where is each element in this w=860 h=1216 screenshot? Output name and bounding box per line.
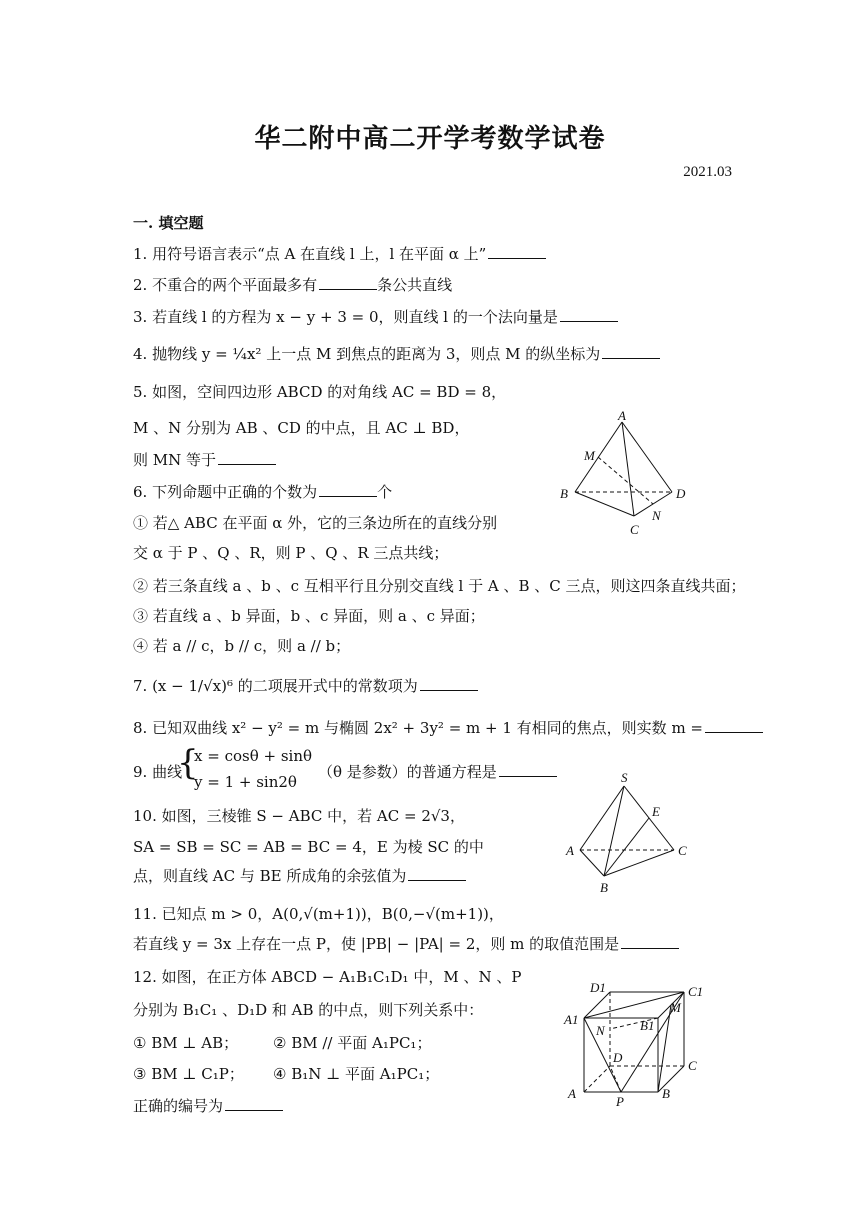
statement-3: ③ 若直线 a 、b 异面，b 、c 异面，则 a 、c 异面； [133, 607, 485, 625]
fig2-label-b: B [600, 880, 608, 895]
question-5-line-1: 5. 如图，空间四边形 ABCD 的对角线 AC = BD = 8， [133, 383, 507, 401]
question-9-rest: （θ 是参数）的普通方程是 [318, 762, 557, 782]
answer-blank [319, 482, 377, 497]
option-1: ① BM ⊥ AB； [133, 1034, 239, 1052]
statement-1-line-1: ① 若△ ABC 在平面 α 外，它的三条边所在的直线分别 [133, 514, 498, 532]
fig3-label-n: N [596, 1023, 605, 1038]
question-4: 4. 抛物线 y = ¼x² 上一点 M 到焦点的距离为 3，则点 M 的纵坐标为 [133, 344, 660, 364]
question-5-line-2: M 、N 分别为 AB 、CD 的中点，且 AC ⊥ BD， [133, 419, 470, 437]
answer-blank [602, 344, 660, 359]
fig2-label-s: S [621, 770, 628, 785]
question-10-line-1: 10. 如图，三棱锥 S − ABC 中，若 AC = 2√3， [133, 807, 465, 825]
fig2-label-e: E [652, 804, 660, 819]
question-10-line-3: 点，则直线 AC 与 BE 所成角的余弦值为 [133, 866, 466, 886]
fig1-label-m: M [584, 448, 595, 463]
question-8: 8. 已知双曲线 x² − y² = m 与椭圆 2x² + 3y² = m + 1 有相同的焦点，则实数 m = [133, 718, 763, 738]
statement-2: ② 若三条直线 a 、b 、c 互相平行且分别交直线 l 于 A 、B 、C 三点，则这四条直线共面； [133, 577, 746, 595]
question-11-line-2: 若直线 y = 3x 上存在一点 P，使 |PB| − |PA| = 2，则 m 的取值范围是 [133, 934, 679, 954]
section-heading: 一. 填空题 [133, 214, 204, 232]
answer-blank [488, 244, 546, 259]
question-12-line-1: 12. 如图，在正方体 ABCD − A₁B₁C₁D₁ 中，M 、N 、P [133, 968, 522, 986]
fig3-label-c1: C1 [688, 984, 704, 999]
question-6: 6. 下列命题中正确的个数为 个 [133, 483, 393, 501]
option-4: ④ B₁N ⊥ 平面 A₁PC₁； [273, 1065, 440, 1083]
answer-blank [420, 676, 478, 691]
answer-blank [499, 762, 557, 777]
option-3: ③ BM ⊥ C₁P； [133, 1065, 244, 1083]
fig1-label-d: D [676, 486, 686, 501]
answer-blank [621, 934, 679, 949]
question-9-label: 9. 曲线 [133, 763, 183, 781]
answer-blank [560, 307, 618, 322]
param-eq-x: x = cosθ + sinθ [194, 747, 313, 765]
question-2: 2. 不重合的两个平面最多有 条公共直线 [133, 276, 453, 294]
fig3-label-b: B [662, 1086, 670, 1101]
answer-blank [705, 718, 763, 733]
question-1: 1. 用符号语言表示“点 A 在直线 l 上，l 在平面 α 上” [133, 244, 546, 264]
question-7: 7. (x − 1/√x)⁶ 的二项展开式中的常数项为 [133, 676, 478, 696]
fig3-label-a1: A1 [564, 1012, 579, 1027]
fig3-label-d: D [613, 1050, 623, 1065]
fig1-label-a: A [618, 408, 626, 423]
question-3: 3. 若直线 l 的方程为 x − y + 3 = 0，则直线 l 的一个法向量是 [133, 307, 618, 327]
pyramid-sabc-figure [560, 768, 700, 896]
answer-blank [408, 866, 466, 881]
fig3-label-p: P [616, 1094, 624, 1109]
answer-blank [225, 1096, 283, 1111]
fig3-label-b1: B1 [640, 1018, 655, 1033]
fig2-label-a: A [566, 843, 574, 858]
statement-4: ④ 若 a // c，b // c，则 a // b； [133, 637, 351, 655]
answer-blank [319, 275, 377, 290]
option-2: ② BM // 平面 A₁PC₁； [273, 1034, 432, 1052]
fig3-label-m: M [670, 1000, 681, 1015]
param-eq-y: y = 1 + sin2θ [194, 773, 297, 791]
question-5-line-3: 则 MN 等于 [133, 450, 276, 470]
brace-icon: { [177, 743, 199, 783]
question-11-line-1: 11. 已知点 m > 0，A(0,√(m+1))，B(0,−√(m+1))， [133, 905, 504, 923]
question-12-line-2: 分别为 B₁C₁ 、D₁D 和 AB 的中点，则下列关系中： [133, 1001, 484, 1019]
fig1-label-c: C [630, 522, 639, 537]
exam-date: 2021.03 [683, 164, 732, 180]
answer-blank [218, 450, 276, 465]
fig3-label-c: C [688, 1058, 697, 1073]
fig1-label-b: B [560, 486, 568, 501]
fig1-label-n: N [652, 508, 661, 523]
question-12-answer: 正确的编号为 [133, 1096, 283, 1116]
fig3-label-d1: D1 [590, 980, 606, 995]
page-title: 华二附中高二开学考数学试卷 [254, 124, 606, 154]
statement-1-line-2: 交 α 于 P 、Q 、R，则 P 、Q 、R 三点共线； [133, 544, 449, 562]
question-10-line-2: SA = SB = SC = AB = BC = 4，E 为棱 SC 的中 [133, 838, 484, 856]
cube-figure [560, 978, 720, 1110]
fig2-label-c: C [678, 843, 687, 858]
tetrahedron-abcd-figure [550, 408, 700, 540]
fig3-label-a: A [568, 1086, 576, 1101]
